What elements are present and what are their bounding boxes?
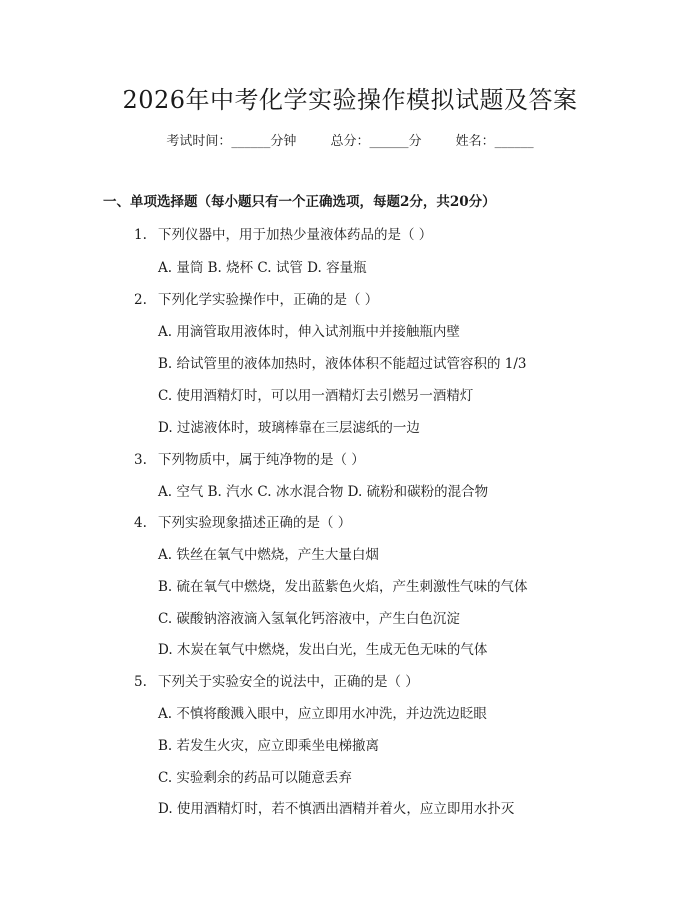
question-stem: 下列物质中，属于纯净物的是（ ） bbox=[158, 452, 365, 468]
question-5-option-d: D. 使用酒精灯时，若不慎洒出酒精并着火，应立即用水扑灭 bbox=[158, 801, 515, 817]
question-4-option-a: A. 铁丝在氧气中燃烧，产生大量白烟 bbox=[158, 547, 379, 563]
question-1 bbox=[134, 223, 432, 243]
section-heading: 一、单项选择题（每小题只有一个正确选项，每题2分，共20分） bbox=[103, 194, 496, 210]
question-5-option-a: A. 不慎将酸溅入眼中，应立即用水冲洗，并边洗边眨眼 bbox=[158, 706, 487, 722]
question-5 bbox=[134, 670, 419, 690]
total-score-field: 总分：______分 bbox=[330, 134, 422, 149]
question-3-options: A. 空气 B. 汽水 C. 冰水混合物 D. 硫粉和碳粉的混合物 bbox=[158, 484, 489, 500]
exam-time-field: 考试时间：______分钟 bbox=[166, 134, 297, 149]
page-title: 2026年中考化学实验操作模拟试题及答案 bbox=[122, 86, 578, 114]
question-4 bbox=[134, 511, 351, 531]
question-number: 5. bbox=[134, 674, 147, 690]
question-4-option-c: C. 碳酸钠溶液滴入氢氧化钙溶液中，产生白色沉淀 bbox=[158, 611, 460, 627]
question-4-option-d: D. 木炭在氧气中燃烧，发出白光，生成无色无味的气体 bbox=[158, 642, 488, 658]
question-2-option-a: A. 用滴管取用液体时，伸入试剂瓶中并接触瓶内壁 bbox=[158, 324, 460, 340]
question-2-option-c: C. 使用酒精灯时，可以用一酒精灯去引燃另一酒精灯 bbox=[158, 388, 474, 404]
question-4-option-b: B. 硫在氧气中燃烧，发出蓝紫色火焰，产生刺激性气味的气体 bbox=[158, 579, 528, 595]
question-stem: 下列关于实验安全的说法中，正确的是（ ） bbox=[158, 674, 419, 690]
name-field: 姓名：______ bbox=[455, 134, 534, 149]
question-3 bbox=[134, 448, 365, 468]
question-number: 3. bbox=[134, 452, 147, 468]
question-stem: 下列实验现象描述正确的是（ ） bbox=[158, 515, 352, 531]
question-stem: 下列仪器中，用于加热少量液体药品的是（ ） bbox=[158, 227, 433, 243]
question-5-option-c: C. 实验剩余的药品可以随意丢弃 bbox=[158, 770, 352, 786]
question-number: 2. bbox=[134, 292, 147, 308]
question-stem: 下列化学实验操作中，正确的是（ ） bbox=[158, 292, 379, 308]
question-number: 1. bbox=[134, 227, 147, 243]
exam-info bbox=[0, 130, 700, 149]
question-5-option-b: B. 若发生火灾，应立即乘坐电梯撤离 bbox=[158, 738, 380, 754]
question-1-options: A. 量筒 B. 烧杯 C. 试管 D. 容量瓶 bbox=[158, 260, 367, 276]
question-2-option-b: B. 给试管里的液体加热时，液体体积不能超过试管容积的 1/3 bbox=[158, 356, 527, 372]
question-2-option-d: D. 过滤液体时，玻璃棒靠在三层滤纸的一边 bbox=[158, 420, 420, 436]
question-number: 4. bbox=[134, 515, 147, 531]
question-2 bbox=[134, 288, 378, 308]
